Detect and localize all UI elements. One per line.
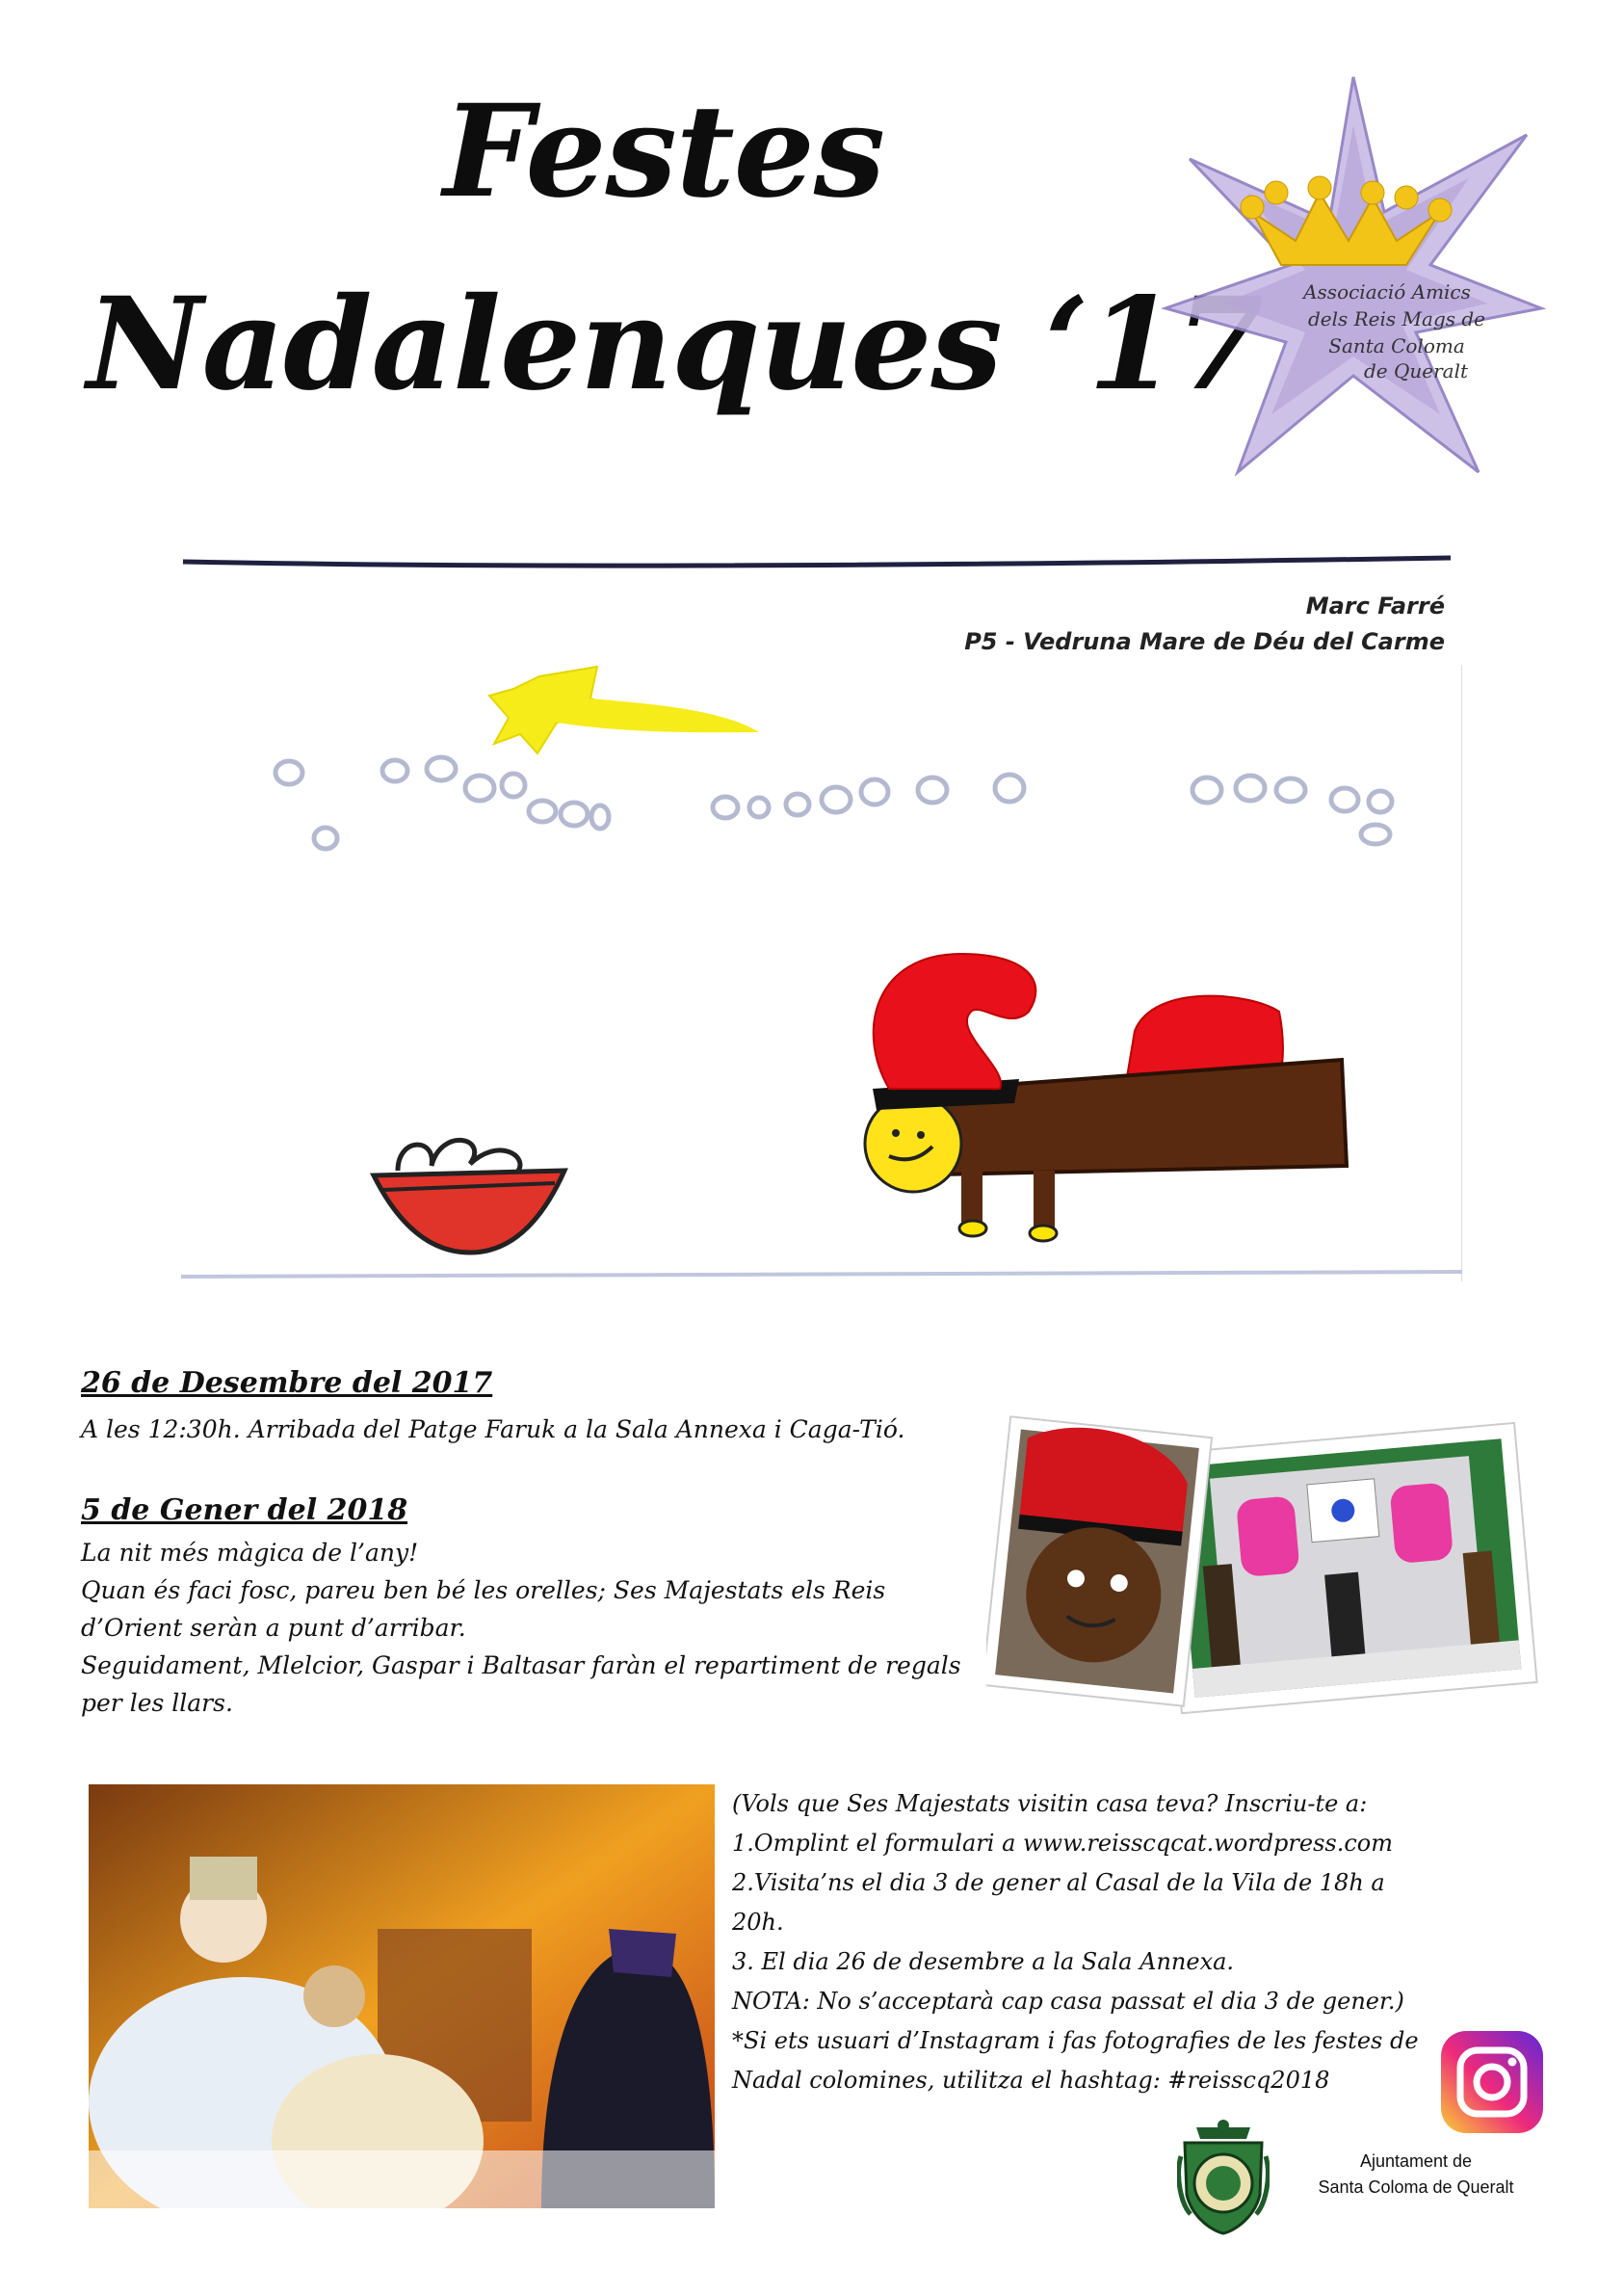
caga-tio-icon bbox=[865, 954, 1347, 1241]
drawing-author: Marc Farré bbox=[1305, 593, 1445, 620]
logo-text-1: Associació Amics bbox=[1303, 280, 1471, 303]
snowflakes bbox=[275, 757, 1392, 849]
instagram-icon bbox=[1441, 2031, 1543, 2133]
kings-photo-collage bbox=[986, 1407, 1545, 1725]
council-name-line-1: Ajuntament de bbox=[1359, 2151, 1473, 2171]
registration-line-5: NOTA: No s’acceptarà cap casa passat el dia 3 de gener.) bbox=[732, 1988, 1404, 2015]
council-name-line-2: Santa Coloma de Queralt bbox=[1318, 2177, 1514, 2197]
event-1-description: A les 12:30h. Arribada del Patge Faruk a la Sala Annexa i Caga-Tió. bbox=[81, 1415, 905, 1443]
logo-text-4: de Queralt bbox=[1363, 359, 1469, 382]
poster-title-line-2: Nadalenques ‘17 bbox=[87, 270, 1264, 419]
poster-title-line-1: Festes bbox=[443, 77, 885, 226]
event-2-line-3: Seguidament, Mlelcior, Gaspar i Baltasar faràn el repartiment de regals per les llars. bbox=[81, 1651, 961, 1717]
logo-text-2: dels Reis Mags de bbox=[1307, 307, 1486, 330]
instagram-note: *Si ets usuari d’Instagram i fas fotografies de les festes de Nadal colomines, utilitza el hashtag: #reisscq2018 bbox=[732, 2027, 1419, 2094]
bowl-icon bbox=[374, 1140, 564, 1253]
registration-line-1: (Vols que Ses Majestats visitin casa teva? Inscriu-te a: bbox=[732, 1790, 1368, 1817]
event-2-date: 5 de Gener del 2018 bbox=[81, 1493, 408, 1527]
drawing-school: P5 - Vedruna Mare de Déu del Carme bbox=[964, 628, 1445, 655]
registration-line-3: 2.Visita’ns el dia 3 de gener al Casal de la Vila de 18h a 20h. bbox=[732, 1869, 1385, 1936]
logo-text-3: Santa Coloma bbox=[1328, 334, 1465, 357]
shooting-star-icon bbox=[489, 667, 759, 753]
child-drawing bbox=[181, 665, 1462, 1281]
registration-line-4: 3. El dia 26 de desembre a la Sala Annexa. bbox=[732, 1948, 1235, 1975]
registration-info bbox=[732, 1784, 1426, 2021]
event-2-line-1: La nit més màgica de l’any! bbox=[81, 1539, 419, 1567]
kings-parade-photo bbox=[89, 1784, 715, 2208]
council-crest-icon bbox=[1177, 2118, 1270, 2235]
event-2-description bbox=[81, 1534, 967, 1722]
event-2-line-2: Quan és faci fosc, pareu ben bé les orelles; Ses Majestats els Reis d’Orient seràn a punt d’arribar. bbox=[81, 1576, 886, 1642]
section-divider bbox=[181, 554, 1453, 573]
event-1-date: 26 de Desembre del 2017 bbox=[81, 1366, 493, 1400]
registration-line-2: 1.Omplint el formulari a www.reisscqcat.wordpress.com bbox=[732, 1830, 1394, 1857]
association-logo bbox=[1161, 67, 1546, 491]
